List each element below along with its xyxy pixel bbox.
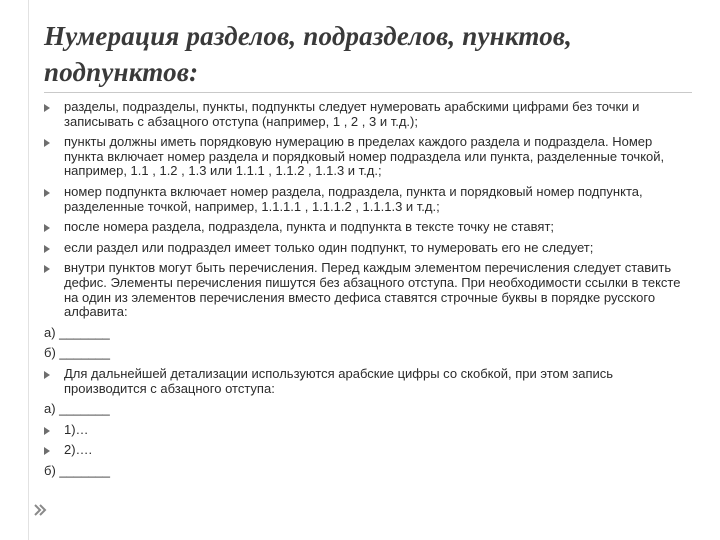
triangle-arrow-icon	[44, 104, 50, 112]
list-item	[44, 220, 684, 235]
triangle-arrow-icon	[44, 447, 50, 455]
enumeration-item	[44, 464, 684, 479]
triangle-arrow-icon	[44, 245, 50, 253]
list-item-text: после номера раздела, подраздела, пункта и подпункта в тексте точку не ставят;	[64, 219, 555, 235]
triangle-arrow-icon	[44, 427, 50, 435]
enumeration-text: б) _______	[44, 345, 110, 361]
list-item-text: номер подпункта включает номер раздела, подраздела, пункта и порядковый номер подпункта, разделенные точкой, например, 1.1.1.1 , 1.1.1.2 , 1.1.1.3 и т.д.;	[64, 183, 643, 214]
slide-title-line-1: Нумерация разделов, подразделов, пунктов,	[44, 21, 573, 51]
triangle-arrow-icon	[44, 189, 50, 197]
double-chevron-svg	[33, 503, 47, 519]
list-item-text: внутри пунктов могут быть перечисления. Перед каждым элементом перечисления следует ставить дефис. Элементы перечисления пишутся без абзацного отступа. При необходимости ссылки в тексте на один из элементов перечисления вместо дефиса ставятся строчные буквы в порядке русского алфавита:	[64, 260, 681, 320]
list-item-text: Для дальнейшей детализации используются арабские цифры со скобкой, при этом запись производится с абзацного отступа:	[64, 365, 614, 396]
enumeration-item	[44, 402, 684, 417]
list-item	[44, 135, 684, 179]
enumeration-text: а) _______	[44, 401, 110, 417]
triangle-arrow-icon	[44, 139, 50, 147]
enumeration-text: а) _______	[44, 324, 110, 340]
list-item	[44, 443, 684, 458]
left-edge-line	[28, 0, 29, 540]
list-item	[44, 367, 684, 396]
list-item-text: 2)….	[64, 442, 93, 458]
list-item-text: 1)…	[64, 421, 89, 437]
double-chevron-icon	[33, 503, 47, 522]
triangle-arrow-icon	[44, 265, 50, 273]
enumeration-item	[44, 346, 684, 361]
list-item	[44, 241, 684, 256]
title-divider	[44, 92, 692, 93]
triangle-arrow-icon	[44, 224, 50, 232]
list-item	[44, 185, 684, 214]
enumeration-text: б) _______	[44, 462, 110, 478]
list-item	[44, 423, 684, 438]
list-item-text: если раздел или подраздел имеет только один подпункт, то нумеровать его не следует;	[64, 239, 594, 255]
triangle-arrow-icon	[44, 371, 50, 379]
list-item-text: разделы, подразделы, пункты, подпункты следует нумеровать арабскими цифрами без точки и записывать с абзацного отступа (например, 1 , 2 , 3 и т.д.);	[64, 99, 640, 129]
slide-title	[44, 18, 684, 90]
slide-title-line-2: подпунктов:	[44, 57, 199, 87]
list-item	[44, 261, 684, 319]
enumeration-item	[44, 326, 684, 341]
list-item-text: пункты должны иметь порядковую нумерацию в пределах каждого раздела и подраздела. Номер пункта включает номер раздела и порядковый номер подраздела или пункта, разделенные точкой, например, 1.1 , 1.2 , 1.3 или 1.1.1 , 1.1.2 , 1.1.3 и т.д.;	[64, 134, 665, 179]
list-item	[44, 100, 684, 129]
slide-content	[44, 100, 684, 484]
